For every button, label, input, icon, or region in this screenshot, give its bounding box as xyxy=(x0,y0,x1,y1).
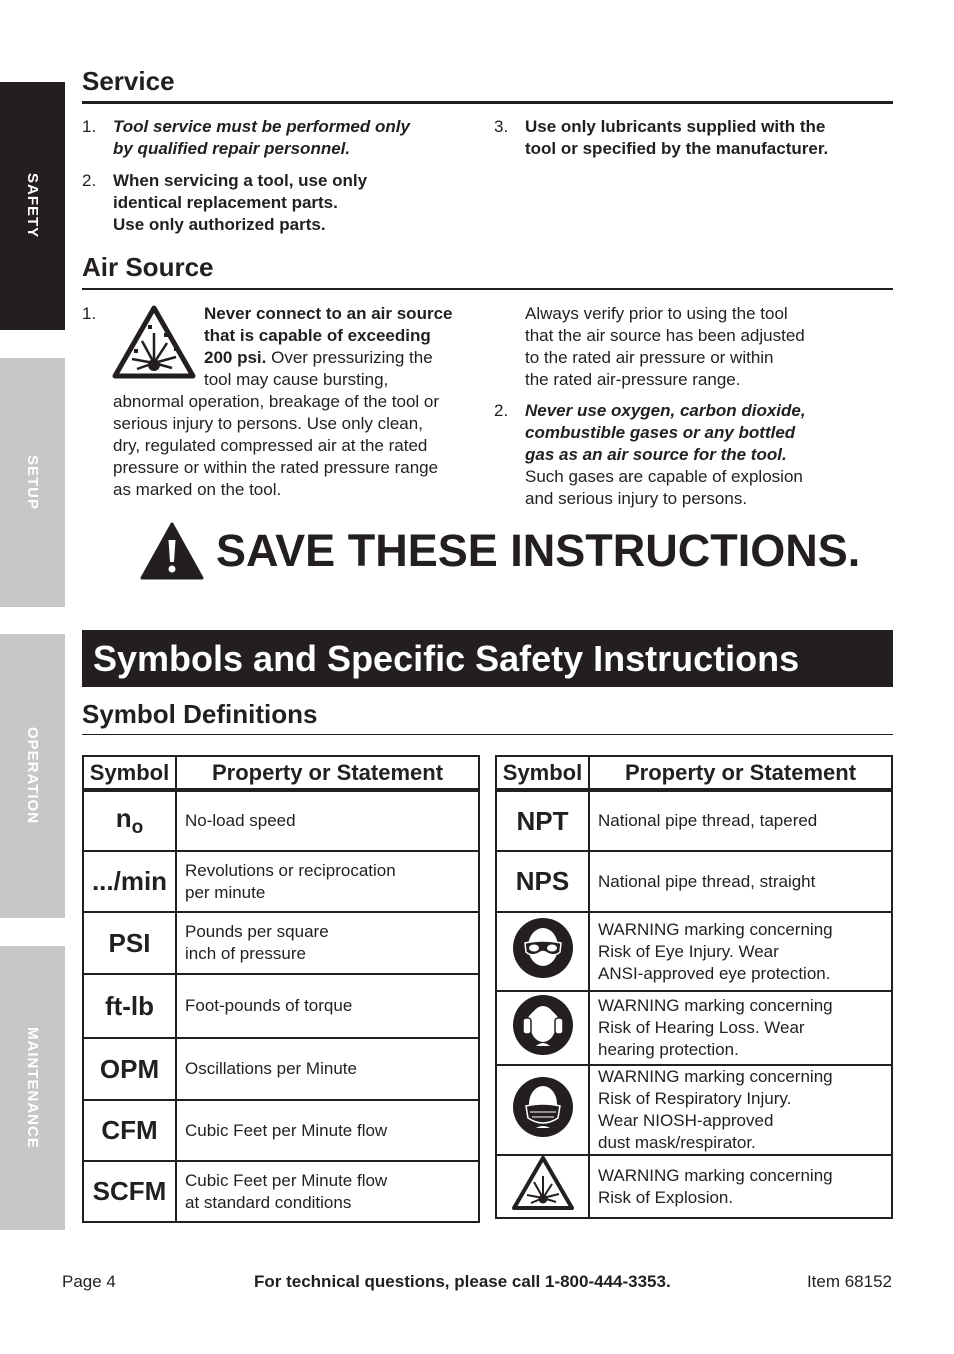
description-cell: Oscillations per Minute xyxy=(176,1038,479,1100)
tab-safety-label: SAFETY xyxy=(24,173,41,239)
symbol-definitions-heading: Symbol Definitions xyxy=(82,699,318,729)
table-row xyxy=(83,1161,479,1222)
warning-triangle-icon xyxy=(140,522,204,580)
symbol-cell: NPS xyxy=(496,851,589,912)
symbol-cell xyxy=(496,1155,589,1218)
symbol-cell xyxy=(496,912,589,991)
air-item2-number: 2. xyxy=(494,401,509,420)
symbol-cell: NPT xyxy=(496,790,589,851)
footer-phone: For technical questions, please call 1-800-444-3353. xyxy=(254,1272,671,1291)
col-symbol-header: Symbol xyxy=(496,756,589,790)
air-item1-body: abnormal operation, breakage of the tool or serious injury to persons. Use only clean, dry, regulated compressed air at the rated pressure or within the rated pressure range as marked on the tool. xyxy=(113,392,440,499)
service-item3-number: 3. xyxy=(494,117,509,136)
air-item1-continued: Always verify prior to using the tool that the air source has been adjusted to the rated air pressure or within the rated air-pressure range. xyxy=(525,304,805,389)
service-item3-text: Use only lubricants supplied with the tool or specified by the manufacturer. xyxy=(525,117,829,158)
service-item2-number: 2. xyxy=(82,171,97,190)
symbol-cell: SCFM xyxy=(83,1161,176,1222)
description-cell: Cubic Feet per Minute flow xyxy=(176,1100,479,1161)
symbol-cell: $n_o$ xyxy=(83,790,176,851)
air-item1-lead: Never connect to an air source that is capable of exceeding 200 psi. Over pressurizing the tool may cause bursting, xyxy=(204,304,453,389)
service-item2-text: When servicing a tool, use only identical replacement parts. Use only authorized parts. xyxy=(113,171,368,234)
tab-maintenance[interactable] xyxy=(0,946,65,1230)
symbol-cell xyxy=(496,1065,589,1155)
tab-safety[interactable] xyxy=(0,82,65,330)
air-source-rule xyxy=(82,288,893,290)
table-row xyxy=(496,991,892,1065)
description-cell: WARNING marking concerning Risk of Hearing Loss. Wear hearing protection. xyxy=(589,991,892,1065)
air-source-heading: Air Source xyxy=(82,252,214,282)
symbol-cell: ft-lb xyxy=(83,974,176,1038)
symbol-cell: CFM xyxy=(83,1100,176,1161)
explosion-warning-icon xyxy=(112,305,196,379)
symbols-table-right xyxy=(495,755,893,1219)
description-cell: No-load speed xyxy=(176,790,479,851)
description-cell: WARNING marking concerning Risk of Eye Injury. Wear ANSI-approved eye protection. xyxy=(589,912,892,991)
save-instructions-banner xyxy=(140,522,860,580)
description-cell: Cubic Feet per Minute flow at standard conditions xyxy=(176,1161,479,1222)
symbol-definitions-rule xyxy=(82,734,893,735)
table-row xyxy=(83,1038,479,1100)
table-header-row xyxy=(496,756,892,790)
description-cell: National pipe thread, tapered xyxy=(589,790,892,851)
table-row xyxy=(496,790,892,851)
symbol-cell: OPM xyxy=(83,1038,176,1100)
table-row xyxy=(496,1065,892,1155)
tab-operation[interactable] xyxy=(0,634,65,918)
description-cell: Revolutions or reciprocation per minute xyxy=(176,851,479,912)
save-instructions-title: SAVE THESE INSTRUCTIONS. xyxy=(216,525,861,576)
table-row xyxy=(496,851,892,912)
symbol-cell: PSI xyxy=(83,912,176,974)
tab-setup-label: SETUP xyxy=(24,454,41,510)
symbol-cell: .../min xyxy=(83,851,176,912)
footer-page-number: Page 4 xyxy=(62,1272,116,1291)
table-row xyxy=(496,1155,892,1218)
symbols-table-left xyxy=(82,755,480,1223)
service-item1-number: 1. xyxy=(82,117,97,136)
table-row xyxy=(496,912,892,991)
service-rule xyxy=(82,101,893,104)
table-row xyxy=(83,851,479,912)
description-cell: WARNING marking concerning Risk of Explosion. xyxy=(589,1155,892,1218)
table-row xyxy=(83,790,479,851)
table-row xyxy=(83,912,479,974)
symbol-cell xyxy=(496,991,589,1065)
explosion-warning-icon xyxy=(512,1156,574,1210)
col-symbol-header: Symbol xyxy=(83,756,176,790)
col-property-header: Property or Statement xyxy=(176,756,479,790)
col-property-header: Property or Statement xyxy=(589,756,892,790)
tab-operation-label: OPERATION xyxy=(24,727,41,825)
description-cell: Pounds per square inch of pressure xyxy=(176,912,479,974)
hearing-protection-icon xyxy=(512,994,574,1056)
tab-maintenance-label: MAINTENANCE xyxy=(24,1027,41,1149)
respirator-icon xyxy=(512,1076,574,1138)
service-heading: Service xyxy=(82,66,175,96)
table-row xyxy=(83,1100,479,1161)
tab-setup[interactable] xyxy=(0,358,65,607)
air-item1-number: 1. xyxy=(82,304,97,323)
air-item2-text: Never use oxygen, carbon dioxide, combustible gases or any bottled gas as an air source for the tool. Such gases are capable of explosion and serious injury to persons. xyxy=(525,401,806,508)
description-cell: Foot-pounds of torque xyxy=(176,974,479,1038)
service-item1-text: Tool service must be performed only by qualified repair personnel. xyxy=(113,117,410,158)
description-cell: WARNING marking concerning Risk of Respiratory Injury. Wear NIOSH-approved dust mask/respirator. xyxy=(589,1065,892,1155)
eye-protection-icon xyxy=(512,917,574,979)
table-row xyxy=(83,974,479,1038)
description-cell: National pipe thread, straight xyxy=(589,851,892,912)
symbols-section-band: Symbols and Specific Safety Instructions xyxy=(82,630,893,687)
table-header-row xyxy=(83,756,479,790)
footer-item-number: Item 68152 xyxy=(806,1272,892,1291)
